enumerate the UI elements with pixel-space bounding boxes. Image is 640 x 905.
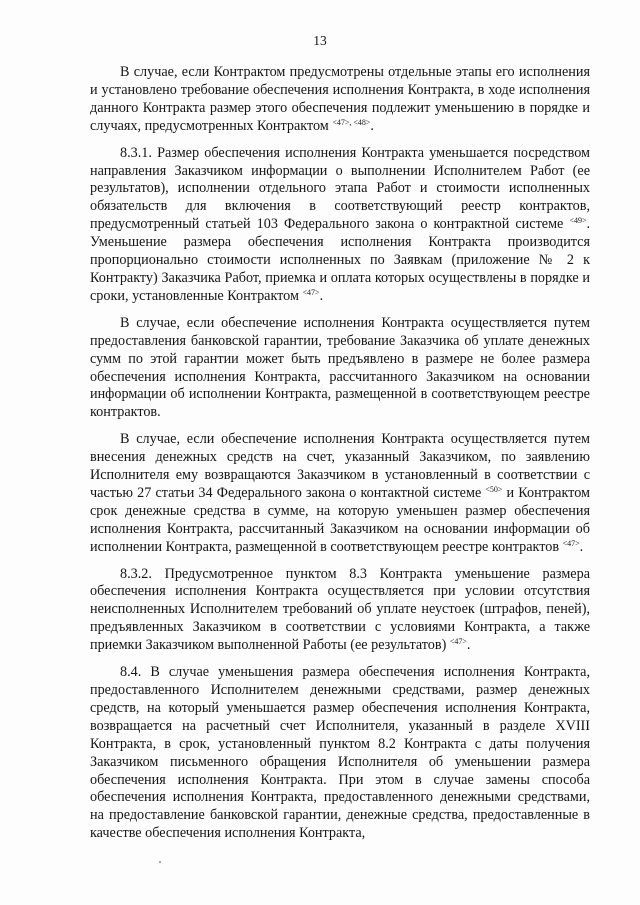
- paragraph-end: .: [466, 637, 471, 654]
- page-number: 13: [313, 33, 327, 48]
- paragraph-end: .: [370, 117, 374, 134]
- paragraph-text: В случае, если обеспечение исполнения Контракта осуществляется путем внесения денежных средств на счет, указанный Заказчиком, по заявлению Исполнителя ему возвращаются Заказчиком в установленный в соответствии с частью 27 статьи 34 Федерального закона о контактной системе: [90, 431, 590, 501]
- paragraph-text-continued: и Контрактом срок денежные средства в сумме, на которую уменьшен размер обеспечения исполнения Контракта, рассчитанный Заказчиком на основании информации об исполнении Контракта, размещенной в соответствующем реестре контрактов: [90, 484, 590, 555]
- paragraph-text: В случае, если обеспечение исполнения Контракта осуществляется путем предоставления банковской гарантии, требование Заказчика об уплате денежных сумм по этой гарантии может быть предъявлено в размере не более размера обеспечения исполнения Контракта, рассчитанного Заказчиком на основании информации об исполнении Контракта, размещенной в соответствующем реестре контрактов.: [90, 314, 590, 421]
- paragraph-text: 8.3.1. Размер обеспечения исполнения Контракта уменьшается посредством направления Заказчиком информации о выполнении Исполнителем Работ (ее результатов), исполнении отдельного этапа Работ и стоимости исполненных обязательств для включения в соответствующий реестр контрактов, предусмотренный статьей 103 Федерального закона о контрактной системе: [90, 144, 590, 233]
- scan-speck: [159, 861, 161, 863]
- footnote-ref: <47>: [302, 287, 320, 297]
- paragraph-8-3-2: [90, 566, 590, 656]
- paragraph-bank-guarantee: [90, 315, 590, 422]
- paragraph-cash-deposit: [90, 431, 590, 556]
- paragraph-8-4: [90, 664, 590, 843]
- footnote-ref: <50>: [485, 484, 503, 494]
- paragraph-end: .: [579, 538, 584, 555]
- paragraph-text: В случае, если Контрактом предусмотрены отдельные этапы его исполнения и установлено требование обеспечения исполнения Контракта, в ходе исполнения данного Контракта размер этого обеспечения подлежит уменьшению в порядке и случаях, предусмотренных Контрактом: [90, 64, 590, 134]
- footnote-ref: <47>, <48>: [332, 117, 371, 127]
- footnote-ref: <47>: [449, 637, 467, 647]
- paragraph-text-continued: . Уменьшение размера обеспечения исполнения Контракта производится пропорционально стоимости исполненных по Заявкам (приложение № 2 к Контракту) Заказчика Работ, приемка и оплата которых осуществлены в порядке и сроки, установленные Контрактом: [90, 216, 591, 304]
- paragraph-stages-reduction: [90, 64, 590, 136]
- paragraph-text: 8.3.2. Предусмотренное пунктом 8.3 Контракта уменьшение размера обеспечения исполнения Контракта осуществляется при условии отсутствия неисполненных Исполнителем требований об уплате неустоек (штрафов, пеней), предъявленных Заказчиком в соответствии с условиями Контракта, а также приемки Заказчиком выполненной Работы (ее результатов): [90, 565, 590, 654]
- paragraph-text: 8.4. В случае уменьшения размера обеспечения исполнения Контракта, предоставленного Исполнителем денежными средствами, размер денежных средств, на который уменьшается размер обеспечения исполнения Контракта, возвращается на расчетный счет Исполнителя, указанный в разделе XVIII Контракта, в срок, установленный пунктом 8.2 Контракта с даты получения Заказчиком письменного обращения Исполнителя об уменьшении размера обеспечения исполнения Контракта. При этом в случае замены способа обеспечения исполнения Контракта, предоставленного денежными средствами, на предоставление банковской гарантии, денежные средства, предоставленные в качестве обеспечения исполнения Контракта,: [90, 664, 590, 842]
- footnote-ref: <49>: [569, 216, 587, 226]
- footnote-ref: <47>: [562, 538, 580, 548]
- document-body: [90, 64, 590, 852]
- paragraph-end: .: [319, 287, 324, 304]
- paragraph-8-3-1: [90, 145, 590, 306]
